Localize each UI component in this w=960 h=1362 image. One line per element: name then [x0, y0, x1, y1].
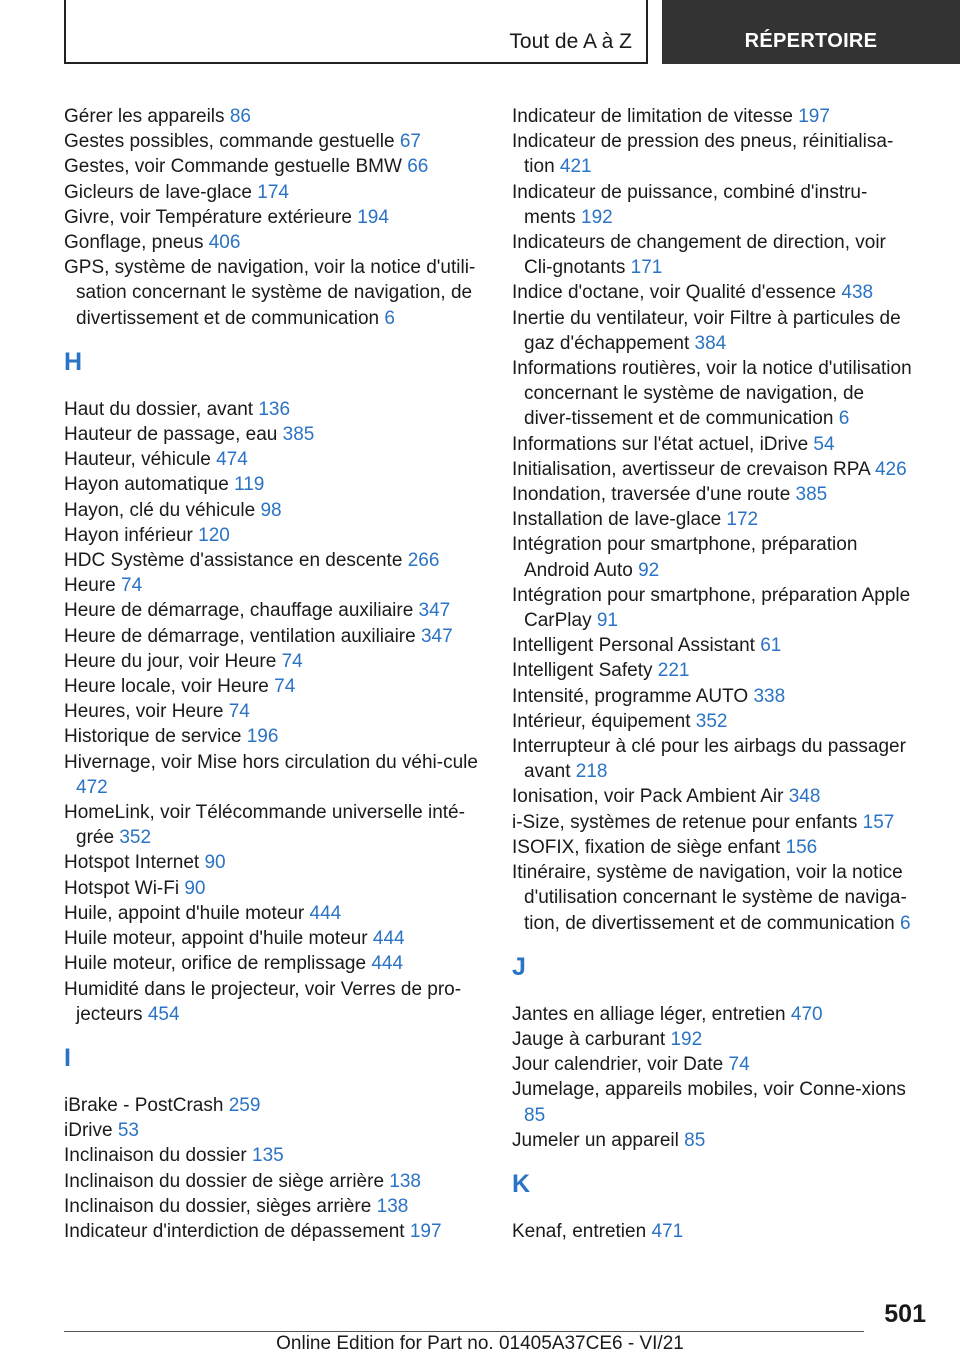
- index-entry-text: Historique de service: [64, 726, 242, 748]
- index-entry-text: Informations routières, voir la notice d'utilisation concernant le système de navigation, de diver-tissement et de communication: [512, 358, 912, 430]
- page-reference-link[interactable]: 174: [257, 181, 289, 203]
- index-entry-text: Indice d'octane, voir Qualité d'essence: [512, 282, 837, 304]
- page-reference-link[interactable]: 98: [260, 499, 282, 521]
- index-entry: [64, 724, 484, 749]
- index-column-right: [512, 104, 912, 1244]
- index-entry-text: Indicateur de puissance, combiné d'instru-ments: [512, 181, 868, 228]
- index-entry-text: Huile moteur, orifice de remplissage: [64, 953, 367, 975]
- index-entry: [64, 573, 484, 598]
- page-reference-link[interactable]: 471: [651, 1220, 684, 1242]
- index-entry: [64, 472, 484, 497]
- index-entry: [64, 951, 484, 976]
- index-entry-text: Humidité dans le projecteur, voir Verres de pro-jecteurs: [64, 978, 462, 1025]
- index-entry: [512, 658, 912, 683]
- index-entry: [64, 523, 484, 548]
- index-entry-text: Jumeler un appareil: [512, 1129, 679, 1151]
- index-entry: [512, 1128, 912, 1153]
- index-entry-text: Inclinaison du dossier, sièges arrière: [64, 1195, 372, 1217]
- index-entry-text: Ionisation, voir Pack Ambient Air: [512, 786, 784, 808]
- page-reference-link[interactable]: 197: [798, 106, 830, 127]
- index-entry-text: Huile, appoint d'huile moteur: [64, 902, 305, 924]
- index-entry-text: Hayon, clé du véhicule: [64, 499, 256, 521]
- index-entry-text: Hivernage, voir Mise hors circulation du véhi-cule: [64, 751, 478, 773]
- index-entry-text: Installation de lave-glace: [512, 509, 722, 531]
- index-entry-text: Hauteur, véhicule: [64, 449, 211, 471]
- index-entry: [64, 1143, 484, 1168]
- footer-edition: Online Edition for Part no. 01405A37CE6 - VI/21: [276, 1333, 684, 1354]
- page-reference-link[interactable]: 472: [76, 776, 108, 798]
- page-reference-link[interactable]: 196: [246, 726, 279, 748]
- index-entry-text: Hotspot Internet: [64, 852, 200, 874]
- page-reference-link[interactable]: 385: [282, 424, 315, 446]
- page-reference-link[interactable]: 86: [229, 106, 251, 127]
- page-reference-link[interactable]: 54: [813, 433, 835, 455]
- page-reference-link[interactable]: 90: [184, 877, 206, 899]
- index-entry: [64, 180, 484, 205]
- page-reference-link[interactable]: 85: [524, 1104, 546, 1126]
- page-reference-link[interactable]: 74: [274, 676, 296, 698]
- index-entry: [512, 1052, 912, 1077]
- page-reference-link[interactable]: 66: [407, 156, 429, 178]
- index-entry-text: HomeLink, voir Télécommande universelle inté-grée: [64, 802, 465, 849]
- page-reference-link[interactable]: 348: [788, 786, 821, 808]
- index-entry-text: Indicateur de limitation de vitesse: [512, 106, 793, 127]
- index-entry: [64, 850, 484, 875]
- index-entry-text: GPS, système de navigation, voir la notice d'utili-sation concernant le système de navigation, de divertissement et de communication: [64, 257, 476, 329]
- page-reference-link[interactable]: 171: [630, 257, 663, 279]
- page-reference-link[interactable]: 61: [760, 635, 782, 657]
- page-reference-link[interactable]: 444: [372, 928, 405, 950]
- page-reference-link[interactable]: 194: [357, 206, 389, 228]
- page-reference-link[interactable]: 119: [234, 474, 265, 496]
- index-entry: [64, 447, 484, 472]
- page-reference-link[interactable]: 92: [638, 559, 660, 581]
- page-reference-link[interactable]: 85: [684, 1129, 706, 1151]
- index-entry: [64, 1194, 484, 1219]
- index-entry-text: Inclinaison du dossier: [64, 1145, 247, 1167]
- page-reference-link[interactable]: 74: [121, 575, 143, 597]
- index-entry-text: Gonflage, pneus: [64, 232, 204, 254]
- index-entry: [512, 306, 912, 356]
- index-entry-text: Heure: [64, 575, 116, 597]
- page-reference-link[interactable]: 156: [785, 836, 818, 858]
- index-entry: [64, 129, 484, 154]
- page-reference-link[interactable]: 74: [228, 701, 250, 723]
- index-entry: [512, 1002, 912, 1027]
- index-entry: [512, 432, 912, 457]
- index-entry: [512, 1219, 912, 1244]
- index-entry: [64, 1219, 484, 1244]
- page-reference-link[interactable]: 347: [420, 625, 453, 647]
- index-entry-text: Indicateurs de changement de direction, voir Cli-gnotants: [512, 232, 886, 279]
- section-tab: [662, 0, 960, 64]
- index-entry: [64, 1093, 484, 1118]
- index-entry-text: Huile moteur, appoint d'huile moteur: [64, 928, 368, 950]
- page-reference-link[interactable]: 218: [575, 761, 608, 783]
- index-entry: [512, 684, 912, 709]
- index-entry: [64, 699, 484, 724]
- page-reference-link[interactable]: 192: [581, 206, 613, 228]
- index-entry: [512, 180, 912, 230]
- index-entry-text: Intensité, programme AUTO: [512, 685, 749, 707]
- page-reference-link[interactable]: 90: [204, 852, 226, 874]
- index-entry-text: Givre, voir Température extérieure: [64, 206, 352, 228]
- page-reference-link[interactable]: 352: [695, 710, 728, 732]
- index-entry: [64, 624, 484, 649]
- index-entry: [512, 784, 912, 809]
- index-entry-text: Initialisation, avertisseur de crevaison RPA: [512, 458, 870, 480]
- index-entry-text: Hotspot Wi-Fi: [64, 877, 180, 899]
- index-entry-text: Heure locale, voir Heure: [64, 676, 269, 698]
- index-entry: [64, 548, 484, 573]
- page-reference-link[interactable]: 266: [407, 550, 440, 572]
- page-reference-link[interactable]: 91: [596, 610, 618, 632]
- index-entry: [64, 649, 484, 674]
- index-entry: [64, 255, 484, 331]
- index-entry-text: Haut du dossier, avant: [64, 398, 254, 420]
- page-reference-link[interactable]: 138: [389, 1170, 421, 1192]
- section-letter: I: [64, 1043, 71, 1072]
- index-entry: [512, 507, 912, 532]
- page-reference-link[interactable]: 74: [728, 1054, 750, 1076]
- index-entry: [64, 498, 484, 523]
- index-entry-text: iDrive: [64, 1120, 113, 1142]
- index-entry-text: Itinéraire, système de navigation, voir la notice d'utilisation concernant le système de naviga-tion, de divertissement et de communication: [512, 862, 907, 934]
- page-reference-link[interactable]: 426: [874, 458, 907, 480]
- index-entry: [64, 598, 484, 623]
- index-entry-text: Gestes, voir Commande gestuelle BMW: [64, 156, 402, 178]
- page-reference-link[interactable]: 6: [838, 408, 850, 430]
- section-letter: H: [64, 347, 83, 376]
- page-reference-link[interactable]: 474: [216, 449, 248, 471]
- index-entry-text: Gestes possibles, commande gestuelle: [64, 131, 395, 153]
- index-entry: [64, 1118, 484, 1143]
- page-reference-link[interactable]: 135: [252, 1145, 284, 1167]
- index-entry: [64, 901, 484, 926]
- index-entry-text: Gérer les appareils: [64, 106, 225, 127]
- index-entry-text: Jauge à carburant: [512, 1028, 666, 1050]
- page-number: 501: [884, 1300, 926, 1328]
- index-entry: [64, 800, 484, 850]
- header-tab-label: Tout de A à Z: [509, 30, 632, 53]
- page-reference-link[interactable]: 347: [418, 600, 451, 622]
- index-entry: [64, 977, 484, 1027]
- index-entry-text: Heure de démarrage, chauffage auxiliaire: [64, 600, 414, 622]
- page-reference-link[interactable]: 67: [399, 131, 421, 153]
- index-entry-text: Intérieur, équipement: [512, 710, 691, 732]
- index-entry: [64, 1169, 484, 1194]
- page-reference-link[interactable]: 384: [694, 332, 727, 354]
- index-entry-text: Indicateur d'interdiction de dépassement: [64, 1220, 405, 1242]
- index-entry-text: Intégration pour smartphone, préparation Apple CarPlay: [512, 584, 911, 632]
- page-reference-link[interactable]: 338: [753, 685, 786, 707]
- section-tab-label: RÉPERTOIRE: [744, 30, 878, 52]
- index-entry: [64, 230, 484, 255]
- index-entry: [64, 750, 484, 800]
- page-reference-link[interactable]: 157: [862, 811, 895, 833]
- page-reference-link[interactable]: 172: [726, 509, 759, 531]
- page-reference-link[interactable]: 352: [119, 827, 152, 849]
- index-entry: [64, 674, 484, 699]
- index-entry-text: Interrupteur à clé pour les airbags du passager avant: [512, 736, 906, 783]
- page-reference-link[interactable]: 444: [309, 902, 342, 924]
- index-entry-text: Heure du jour, voir Heure: [64, 650, 277, 672]
- page-reference-link[interactable]: 259: [228, 1094, 261, 1116]
- index-entry: [512, 583, 912, 633]
- index-entry: [512, 1077, 912, 1127]
- index-entry-text: Intégration pour smartphone, préparation Android Auto: [512, 534, 858, 581]
- section-letter: K: [512, 1169, 531, 1198]
- footer-divider: [64, 1331, 864, 1332]
- index-entry: [512, 860, 912, 936]
- index-entry: [64, 104, 484, 129]
- index-entry-text: Gicleurs de lave-glace: [64, 181, 252, 203]
- page-reference-link[interactable]: 192: [670, 1028, 703, 1050]
- index-entry: [512, 280, 912, 305]
- page-reference-link[interactable]: 197: [409, 1220, 442, 1242]
- index-entry-text: Hauteur de passage, eau: [64, 424, 278, 446]
- index-entry: [64, 422, 484, 447]
- index-entry: [512, 532, 912, 582]
- header-tab: [64, 0, 648, 64]
- index-entry-text: Jumelage, appareils mobiles, voir Conne-xions: [512, 1079, 906, 1101]
- index-entry: [64, 876, 484, 901]
- page-reference-link[interactable]: 136: [258, 398, 291, 420]
- page-reference-link[interactable]: 138: [376, 1195, 409, 1217]
- index-entry-text: Heures, voir Heure: [64, 701, 224, 723]
- index-entry: [64, 926, 484, 951]
- index-entry: [512, 482, 912, 507]
- index-entry: [64, 397, 484, 422]
- index-entry-text: Jour calendrier, voir Date: [512, 1054, 724, 1076]
- index-column-left: [64, 104, 484, 1244]
- index-entry: [512, 230, 912, 280]
- index-entry-text: Jantes en alliage léger, entretien: [512, 1003, 786, 1025]
- index-entry-text: ISOFIX, fixation de siège enfant: [512, 836, 781, 858]
- index-entry: [512, 810, 912, 835]
- index-entry: [512, 129, 912, 179]
- page-reference-link[interactable]: 385: [795, 484, 828, 506]
- index-entry: [64, 205, 484, 230]
- page-reference-link[interactable]: 421: [559, 156, 592, 178]
- index-entry-text: Indicateur de pression des pneus, réinitialisa-tion: [512, 131, 894, 178]
- index-entry: [512, 104, 912, 129]
- index-entry-text: HDC Système d'assistance en descente: [64, 550, 403, 572]
- index-entry-text: Kenaf, entretien: [512, 1220, 647, 1242]
- index-entry: [512, 633, 912, 658]
- section-letter: J: [512, 952, 526, 981]
- index-entry: [512, 457, 912, 482]
- index-entry-text: Heure de démarrage, ventilation auxiliaire: [64, 625, 416, 647]
- page-reference-link[interactable]: 74: [281, 650, 303, 672]
- index-entry: [512, 1027, 912, 1052]
- index-entry: [512, 734, 912, 784]
- index-entry: [512, 835, 912, 860]
- index-entry-text: Inondation, traversée d'une route: [512, 484, 791, 506]
- index-entry: [512, 356, 912, 432]
- index-entry-text: Hayon automatique: [64, 474, 229, 496]
- index-entry-text: iBrake - PostCrash: [64, 1094, 224, 1116]
- page-reference-link[interactable]: 6: [384, 307, 395, 329]
- page-reference-link[interactable]: 444: [371, 953, 404, 975]
- page-reference-link[interactable]: 454: [147, 1003, 180, 1025]
- index-entry-text: Informations sur l'état actuel, iDrive: [512, 433, 809, 455]
- index-entry-text: Intelligent Personal Assistant: [512, 635, 755, 657]
- page-reference-link[interactable]: 221: [657, 660, 690, 682]
- index-entry-text: i-Size, systèmes de retenue pour enfants: [512, 811, 858, 833]
- page-reference-link[interactable]: 53: [117, 1120, 139, 1142]
- index-entry-text: Hayon inférieur: [64, 524, 193, 546]
- index-entry: [64, 154, 484, 179]
- index-entry-text: Inertie du ventilateur, voir Filtre à particules de gaz d'échappement: [512, 307, 901, 354]
- page-reference-link[interactable]: 438: [841, 282, 874, 304]
- page-reference-link[interactable]: 406: [208, 232, 241, 254]
- page-reference-link[interactable]: 470: [790, 1003, 823, 1025]
- index-entry-text: Intelligent Safety: [512, 660, 653, 682]
- page-reference-link[interactable]: 6: [899, 912, 911, 934]
- page-reference-link[interactable]: 120: [198, 524, 230, 546]
- index-entry-text: Inclinaison du dossier de siège arrière: [64, 1170, 385, 1192]
- index-entry: [512, 709, 912, 734]
